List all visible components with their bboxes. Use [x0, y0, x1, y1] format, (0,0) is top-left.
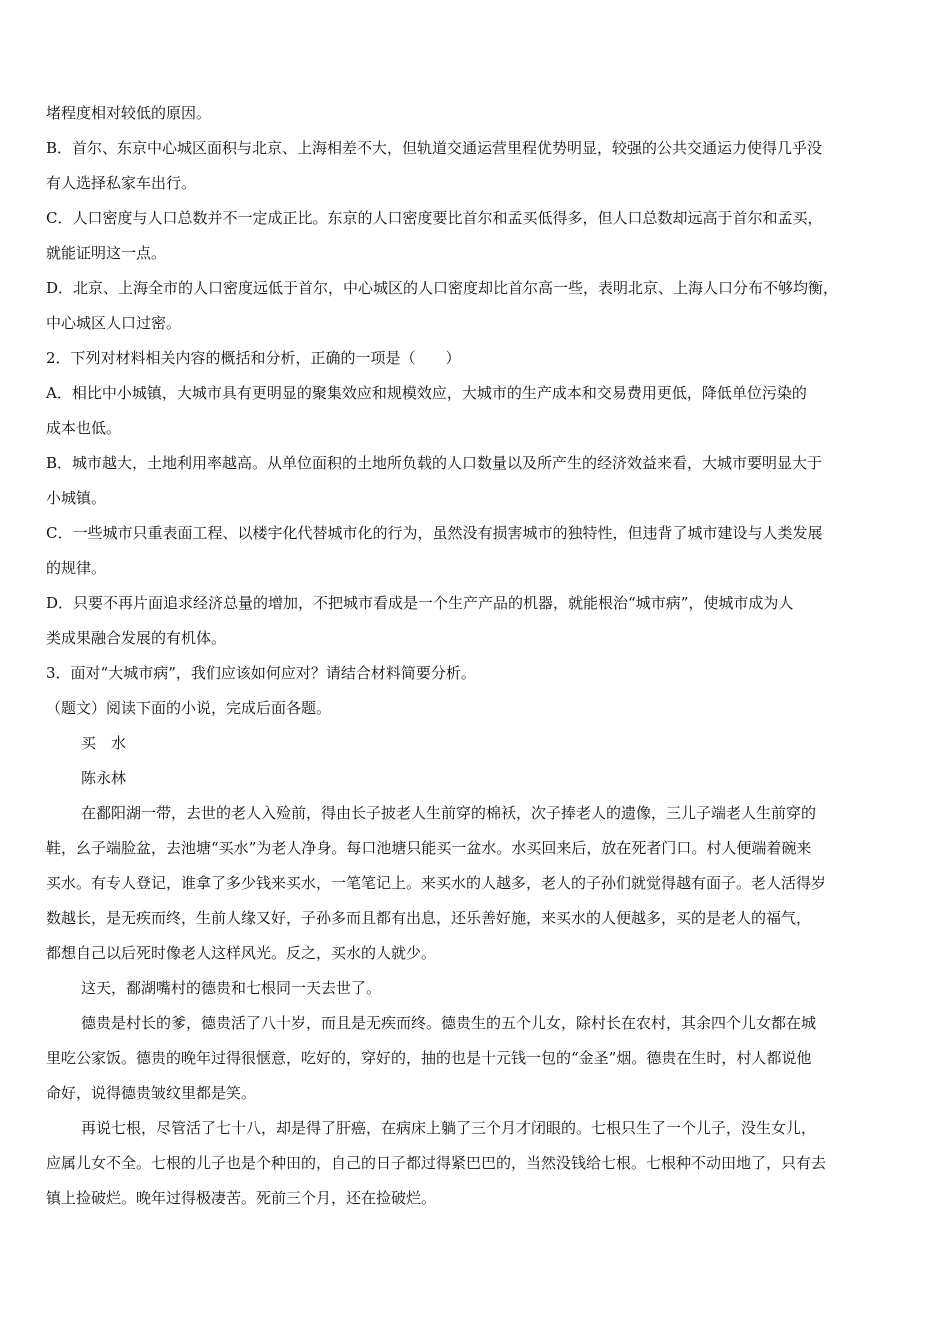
text-line: 有人选择私家车出行。 — [46, 174, 197, 192]
story-line: 数越长，是无疾而终，生前人缘又好，子孙多而且都有出息，还乐善好施，来买水的人便越多，买的是老人的福气， — [46, 909, 812, 927]
question-block — [46, 96, 906, 726]
story — [46, 726, 906, 1216]
text-line: 中心城区人口过密。 — [46, 314, 182, 332]
story-line: 这天，鄱湖嘴村的德贵和七根同一天去世了。 — [81, 979, 382, 997]
story-author: 陈永林 — [81, 769, 127, 787]
story-line: 应属儿女不全。七根的儿子也是个种田的，自己的日子都过得紧巴巴的，当然没钱给七根。七根种不动田地了，只有去 — [46, 1154, 827, 1172]
story-line: 都想自己以后死时像老人这样风光。反之，买水的人就少。 — [46, 944, 437, 962]
text-line: 小城镇。 — [46, 489, 107, 507]
text-line: 的规律。 — [46, 559, 107, 577]
story-title: 买 水 — [81, 734, 127, 752]
reading-instruction: （题文）阅读下面的小说，完成后面各题。 — [46, 699, 332, 717]
text-line: 就能证明这一点。 — [46, 244, 167, 262]
text-line: 类成果融合发展的有机体。 — [46, 629, 227, 647]
text-line: D．只要不再片面追求经济总量的增加，不把城市看成是一个生产产品的机器，就能根治“城市病”，使城市成为人 — [46, 594, 794, 612]
text-line: 堵程度相对较低的原因。 — [46, 104, 212, 122]
story-line: 命好，说得德贵皱纹里都是笑。 — [46, 1084, 257, 1102]
story-line: 德贵是村长的爹，德贵活了八十岁，而且是无疾而终。德贵生的五个儿女，除村长在农村，其余四个儿女都在城 — [81, 1014, 817, 1032]
story-line: 买水。有专人登记，谁拿了多少钱来买水，一笔笔记上。来买水的人越多，老人的子孙们就觉得越有面子。老人活得岁 — [46, 874, 827, 892]
story-line: 在鄱阳湖一带，去世的老人入殓前，得由长子披老人生前穿的棉袄，次子捧老人的遗像，三儿子端老人生前穿的 — [81, 804, 817, 822]
text-line: C．人口密度与人口总数并不一定成正比。东京的人口密度要比首尔和孟买低得多，但人口总数却远高于首尔和孟买， — [46, 209, 823, 227]
text-line: B．首尔、东京中心城区面积与北京、上海相差不大，但轨道交通运营里程优势明显，较强的公共交通运力使得几乎没 — [46, 139, 823, 157]
story-line: 里吃公家饭。德贵的晚年过得很惬意，吃好的，穿好的，抽的也是十元钱一包的“金圣”烟。德贵在生时，村人都说他 — [46, 1049, 812, 1067]
story-line: 再说七根，尽管活了七十八，却是得了肝癌，在病床上躺了三个月才闭眼的。七根只生了一个儿子，没生女儿， — [81, 1119, 817, 1137]
text-line: 成本也低。 — [46, 419, 122, 437]
text-line: C．一些城市只重表面工程、以楼宇化代替城市化的行为，虽然没有损害城市的独特性，但违背了城市建设与人类发展 — [46, 524, 823, 542]
text-line: D．北京、上海全市的人口密度远低于首尔，中心城区的人口密度却比首尔高一些，表明北京、上海人口分布不够均衡， — [46, 279, 839, 297]
question-3: 3．面对“大城市病”，我们应该如何应对？请结合材料简要分析。 — [46, 664, 476, 682]
text-line: B．城市越大，土地利用率越高。从单位面积的土地所负载的人口数量以及所产生的经济效益来看，大城市要明显大于 — [46, 454, 823, 472]
text-line: A．相比中小城镇，大城市具有更明显的聚集效应和规模效应，大城市的生产成本和交易费用更低，降低单位污染的 — [46, 384, 807, 402]
story-line: 镇上捡破烂。晚年过得极凄苦。死前三个月，还在捡破烂。 — [46, 1189, 437, 1207]
question-2: 2．下列对材料相关内容的概括和分析，正确的一项是（ ） — [46, 349, 461, 367]
story-line: 鞋，幺子端脸盆，去池塘“买水”为老人净身。每口池塘只能买一盆水。水买回来后，放在死者门口。村人便端着碗来 — [46, 839, 812, 857]
